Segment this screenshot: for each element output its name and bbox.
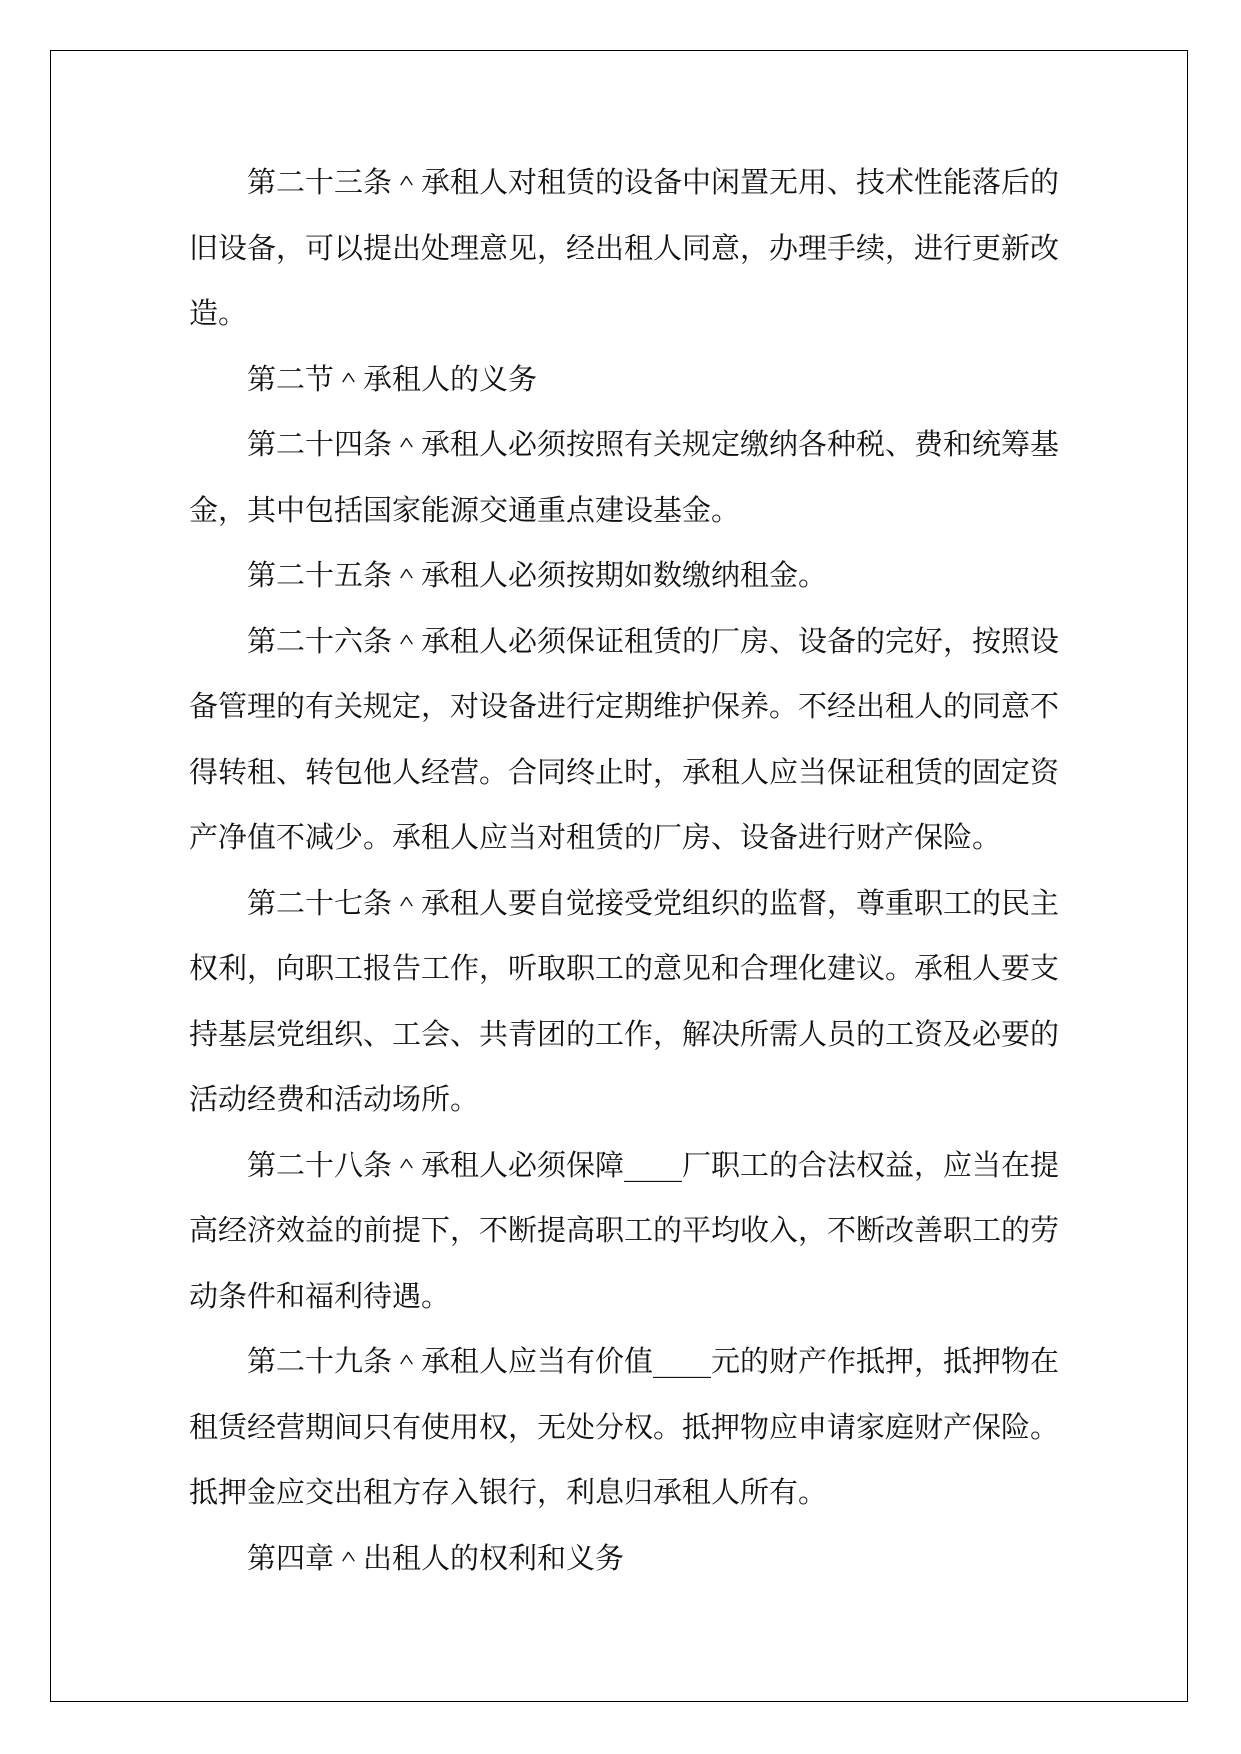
section-heading-lessee-obligations: 第二节＾承租人的义务 (247, 361, 538, 396)
paragraph-article-25: 第二十五条＾承租人必须按期如数缴纳租金。 (247, 558, 828, 592)
paragraph-article-27: 第二十七条＾承租人要自觉接受党组织的监督，尊重职工的民主权利，向职工报告工作，听取职工的意见和合理化建议。承租人要支持基层党组织、工会、共青团的工作，解决所需人员的工资及必要的活动经费和活动场所。 (189, 885, 1060, 1116)
paragraph-article-29: 第二十九条＾承租人应当有价值____元的财产作抵押，抵押物在租赁经营期间只有使用权，无处分权。抵押物应申请家庭财产保险。抵押金应交出租方存入银行，利息归承租人所有。 (189, 1344, 1060, 1509)
chapter-heading-lessor-rights: 第四章＾出租人的权利和义务 (247, 1540, 625, 1575)
paragraph-article-24: 第二十四条＾承租人必须按照有关规定缴纳各种税、费和统筹基金，其中包括国家能源交通重点建设基金。 (189, 427, 1060, 527)
paragraph-article-28: 第二十八条＾承租人必须保障____厂职工的合法权益，应当在提高经济效益的前提下，不断提高职工的平均收入，不断改善职工的劳动条件和福利待遇。 (189, 1147, 1060, 1313)
paragraph-article-23: 第二十三条＾承租人对租赁的设备中闲置无用、技术性能落后的旧设备，可以提出处理意见，经出租人同意，办理手续，进行更新改造。 (189, 165, 1060, 330)
document-body (189, 150, 1059, 1591)
paragraph-article-26: 第二十六条＾承租人必须保证租赁的厂房、设备的完好，按照设备管理的有关规定，对设备进行定期维护保养。不经出租人的同意不得转租、转包他人经营。合同终止时，承租人应当保证租赁的固定资产净值不减少。承租人应当对租赁的厂房、设备进行财产保险。 (189, 623, 1060, 854)
